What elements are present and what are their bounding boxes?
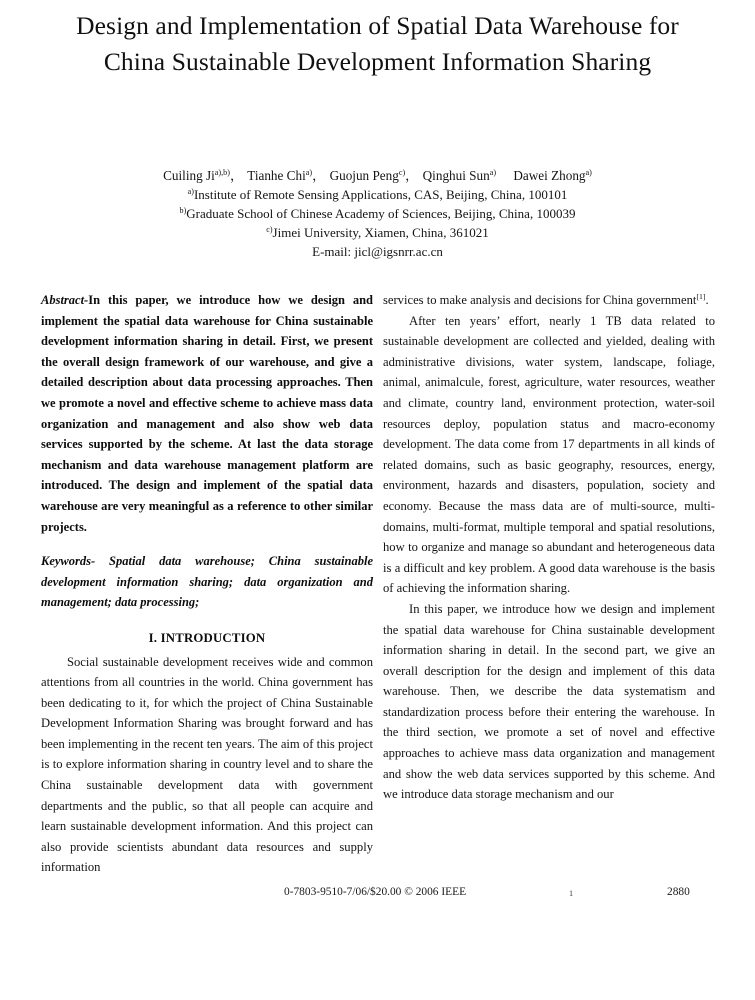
author-name: Tianhe Chi — [247, 168, 306, 183]
contact-email: E-mail: jicl@igsnrr.ac.cn — [312, 244, 443, 259]
affiliation-mark: a) — [187, 187, 194, 197]
author-name: Dawei Zhong — [513, 168, 586, 183]
author-affil-mark: a) — [585, 167, 592, 177]
author-affil-mark: a),b) — [214, 167, 230, 177]
affiliation-line — [62, 223, 693, 242]
affiliation-mark: c) — [266, 225, 273, 235]
abstract-paragraph — [41, 290, 373, 537]
page-number: 2880 — [667, 886, 690, 898]
page-title: Design and Implementation of Spatial Data Warehouse for China Sustainable Development Information Sharing — [76, 11, 679, 76]
author-affil-mark: a) — [305, 167, 313, 177]
continued-text-end: . — [705, 293, 709, 307]
title-block — [72, 8, 683, 80]
author-separator: ， — [229, 168, 245, 183]
abstract-label: Abstract- — [41, 293, 89, 307]
author-entry — [513, 168, 592, 183]
keywords-text: Spatial data warehouse; China sustainable development information sharing; data organization and management; data processing; — [41, 554, 373, 610]
affiliation-line — [62, 185, 693, 204]
citation-reference: [1] — [696, 292, 706, 302]
author-list — [62, 166, 693, 185]
body-paragraph-continued — [383, 290, 715, 311]
author-name: Qinghui Sun — [422, 168, 490, 183]
footer-mark: 1 — [569, 889, 574, 898]
column-left — [41, 290, 373, 878]
keywords-label: Keywords- — [41, 554, 96, 569]
author-entry — [247, 168, 312, 183]
affiliation-text: Graduate School of Chinese Academy of Sciences, Beijing, China, 100039 — [186, 206, 576, 221]
affiliation-line — [62, 204, 693, 223]
author-affil-mark: c) — [398, 167, 406, 177]
author-name: Cuiling Ji — [163, 168, 215, 183]
two-column-body — [41, 290, 715, 875]
body-paragraph: Social sustainable development receives wide and common attentions from all countries in the world. China government has been dedicating to it, for which the project of China Sustainable Development Information Sharing was brought forward and has been implementing in the recent ten years. The aim of this project is to explore information sharing in country level and to share the China sustainable development data with government departments and the public, so that all people can acquire and learn sustainable development information. And this project can also provide scientists abundant data resources and supply information — [41, 654, 373, 875]
author-entry — [163, 168, 230, 183]
author-name: Guojun Peng — [329, 168, 399, 183]
column-right — [383, 290, 715, 805]
affiliation-text: Institute of Remote Sensing Applications, CAS, Beijing, China, 100101 — [193, 187, 568, 202]
keywords-paragraph — [41, 551, 373, 613]
abstract-text: In this paper, we introduce how we design and implement the spatial data warehouse for China sustainable development information sharing in detail. First, we present the overall design framework of our warehouse, and give a detailed description about data processing approaches. Then we promote a novel and effective scheme to achieve mass data organization and management and also show web data services supported by the scheme. At last the data storage mechanism and data warehouse management platform are introduced. The design and implement of the spatial data warehouse are very meaningful as a reference to other similar projects. — [41, 293, 373, 534]
section-heading-introduction: I. INTRODUCTION — [148, 630, 266, 645]
copyright-notice: 0-7803-9510-7/06/$20.00 © 2006 IEEE — [284, 886, 467, 898]
body-paragraph: In this paper, we introduce how we design and implement the spatial data warehouse for China sustainable development information sharing in detail. In the second part, we give an overall description for the design and implement of this data warehouse. Then, we describe the data systematism and standardization process before their entering the warehouse. In the third section, we promote a set of novel and effective approaches to achieve mass data organization and management and show the web data services supported by this scheme. And we introduce data storage mechanism and our — [383, 601, 715, 802]
affiliation-mark: b) — [179, 206, 187, 216]
body-paragraph: After ten years’ effort, nearly 1 TB data related to sustainable development are collected and yielded, dealing with administrative divisions, water system, landscape, foliage, animal, animalcule, forest, agriculture, water resources, weather and climate, country land, environment protection, water-soil resources deploy, population status and macro-economy development. The data come from 17 departments in all kinds of related domains, such as basic geography, resources, energy, environment, hazards and disasters, population, society and economy. Because the mass data are of multi-source, multi-domains, multi-format, multiple temporal and spatial resolutions, how to organize and manage so abundant and heterogeneous data is a difficult and key problem. A good data warehouse is the basis of achieving the information sharing. — [383, 313, 715, 596]
affiliation-text: Jimei University, Xiamen, China, 361021 — [272, 225, 489, 240]
continued-text: services to make analysis and decisions for China government — [383, 293, 697, 307]
page-footer — [41, 886, 715, 904]
author-entry — [330, 168, 406, 183]
author-affil-mark: a) — [489, 167, 497, 177]
authors-block — [62, 166, 693, 261]
author-separator: ， — [312, 168, 327, 183]
author-separator: ， — [405, 168, 420, 183]
author-entry — [423, 168, 496, 183]
